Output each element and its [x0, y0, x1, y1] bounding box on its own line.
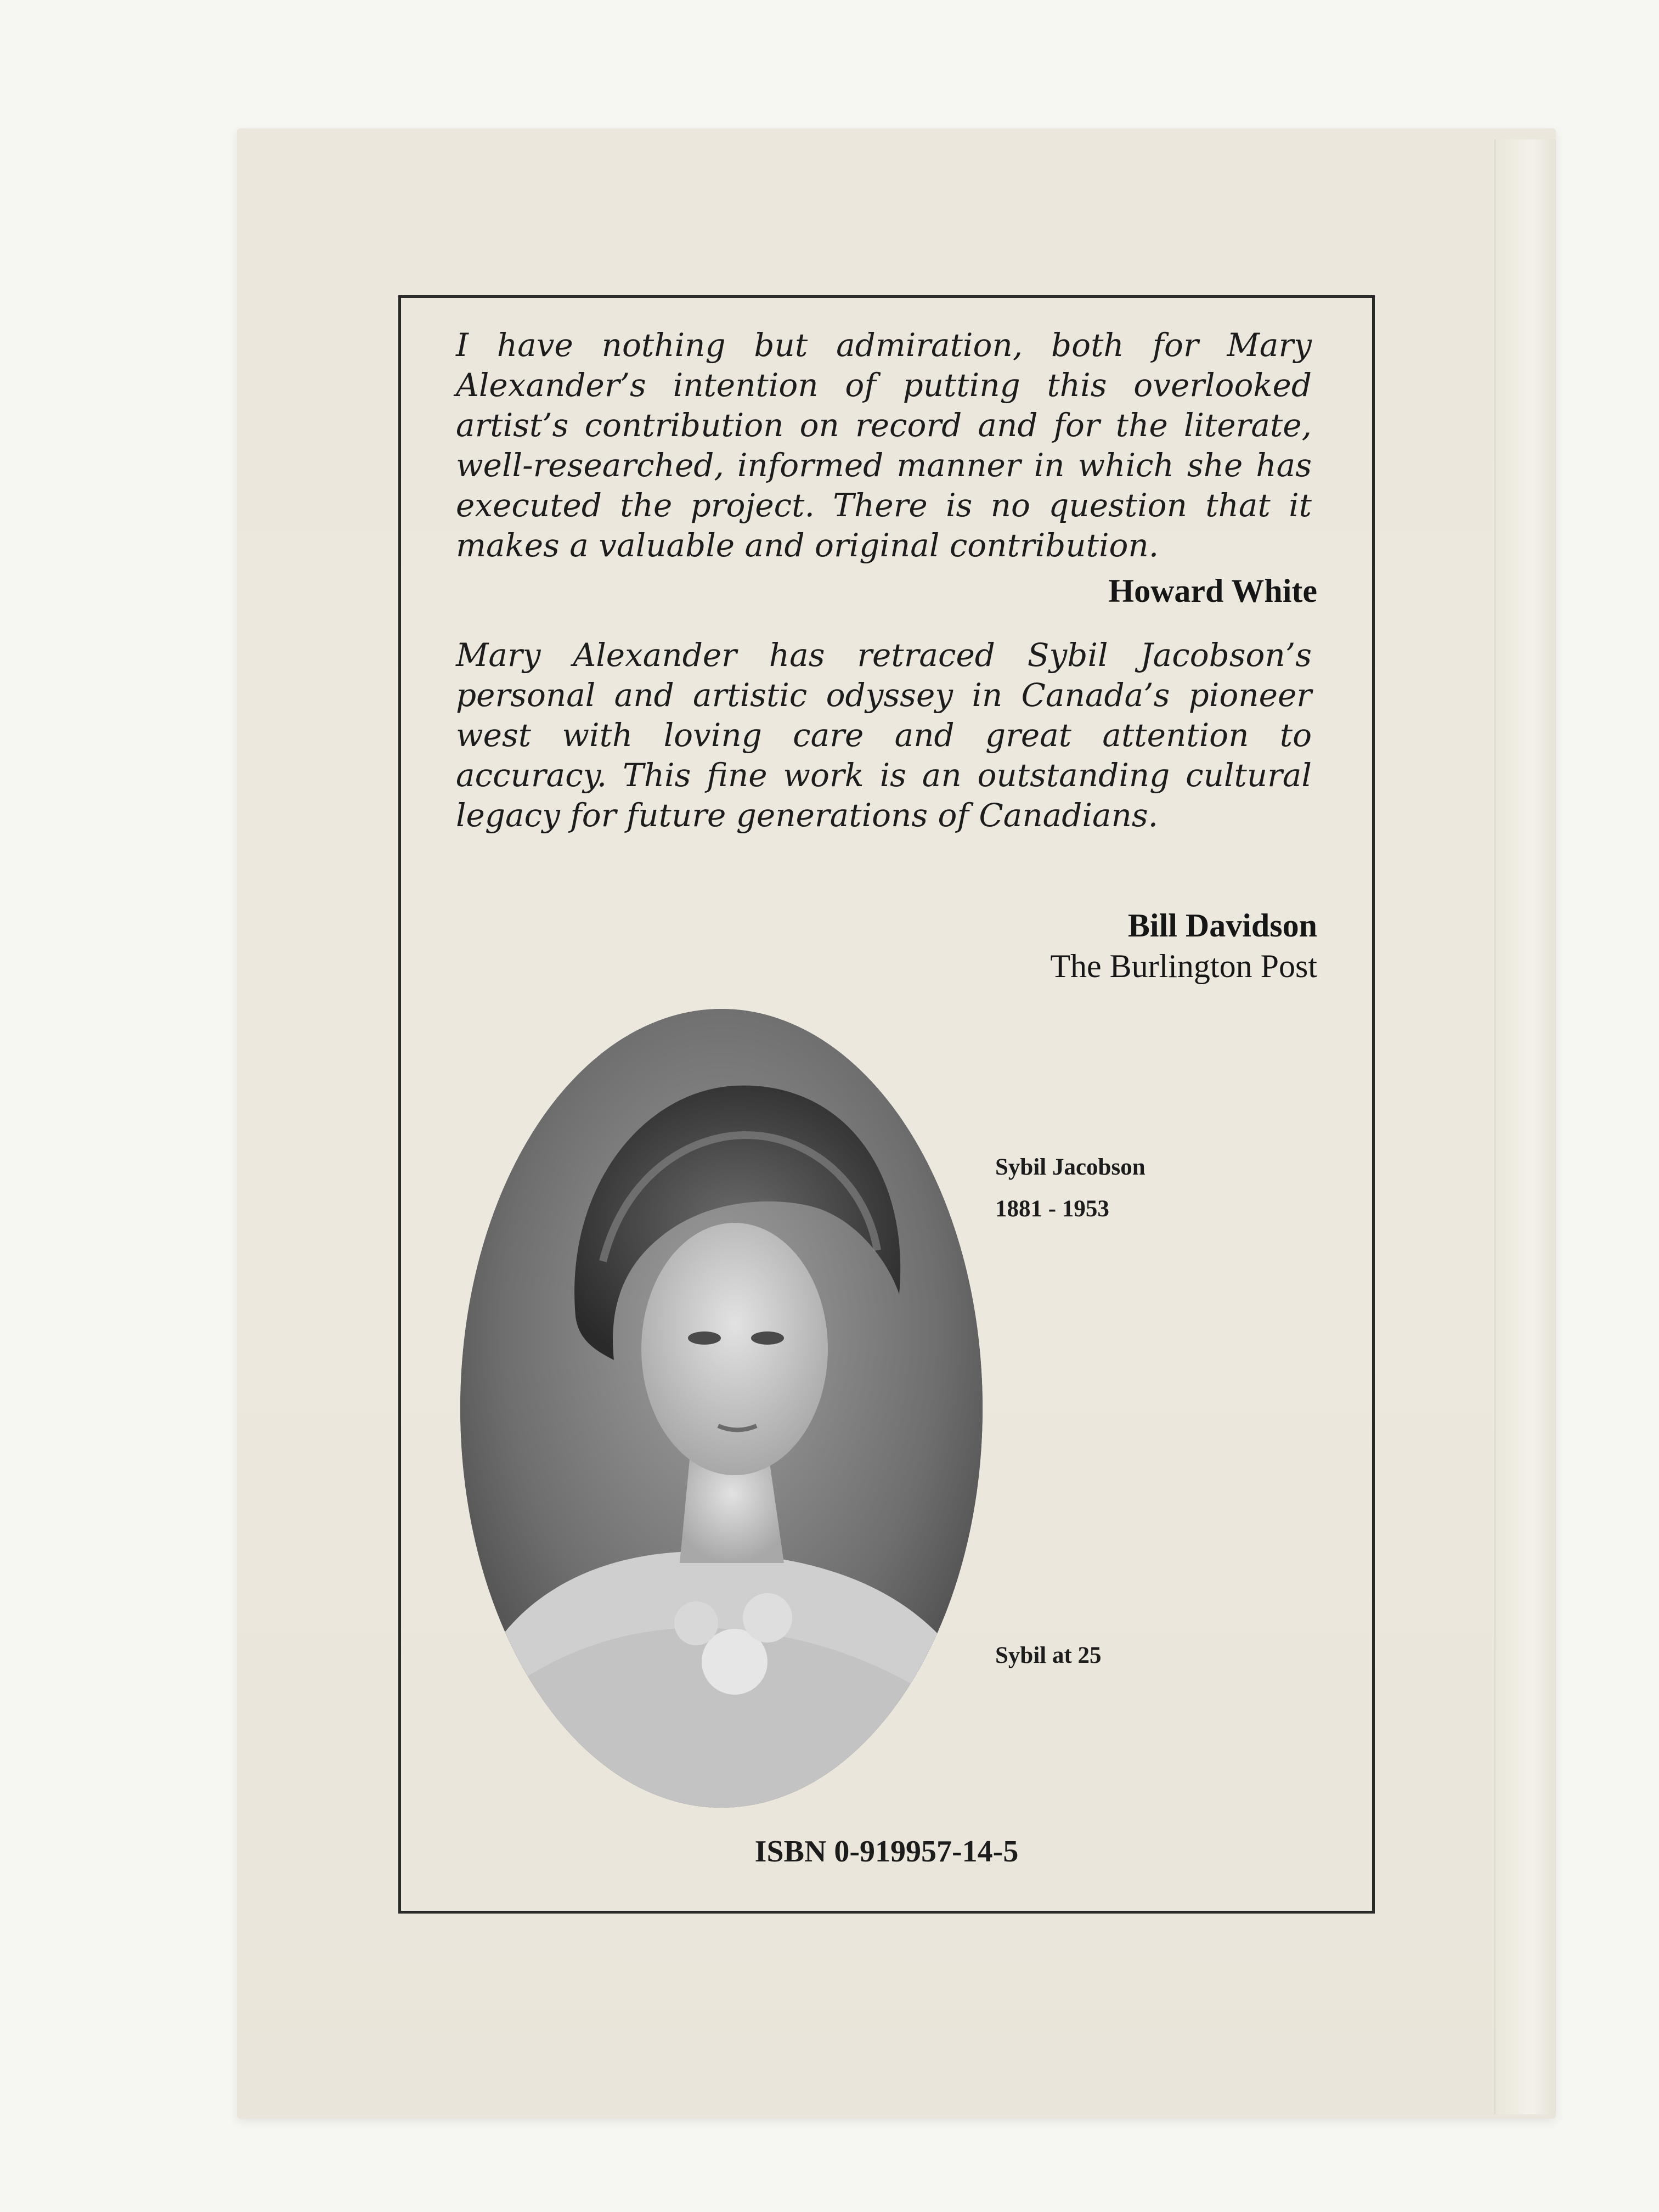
review-author-howard-white: Howard White — [1108, 573, 1317, 609]
book-spine-edge — [1494, 139, 1556, 2114]
isbn-number: ISBN 0-919957-14-5 — [754, 1835, 1019, 1869]
portrait-illustration — [460, 1009, 983, 1808]
photo-caption-age: Sybil at 25 — [995, 1643, 1102, 1668]
review-publication: The Burlington Post — [1050, 948, 1317, 984]
review-quote-bill-davidson: Mary Alexander has retraced Sybil Jacobson’s personal and artistic odyssey in Canada’s pioneer west with loving care and great attention to accuracy. This fine work is an outstanding cultural legacy for future generations of Canadians. — [456, 636, 1312, 834]
portrait-photo — [460, 1009, 983, 1808]
book-back-cover — [237, 128, 1556, 2119]
review-quote-howard-white: I have nothing but admiration, both for Mary Alexander’s intention of putting this overlooked artist’s contribution on record and for the literate, well-researched, informed manner in which she has executed the project. There is no question that it makes a valuable and original contribution. — [456, 326, 1312, 564]
photo-caption-dates: 1881 - 1953 — [995, 1196, 1109, 1222]
photo-caption-name: Sybil Jacobson — [995, 1154, 1146, 1180]
cover-frame — [398, 295, 1375, 1914]
review-author-bill-davidson: Bill Davidson — [1127, 907, 1317, 944]
